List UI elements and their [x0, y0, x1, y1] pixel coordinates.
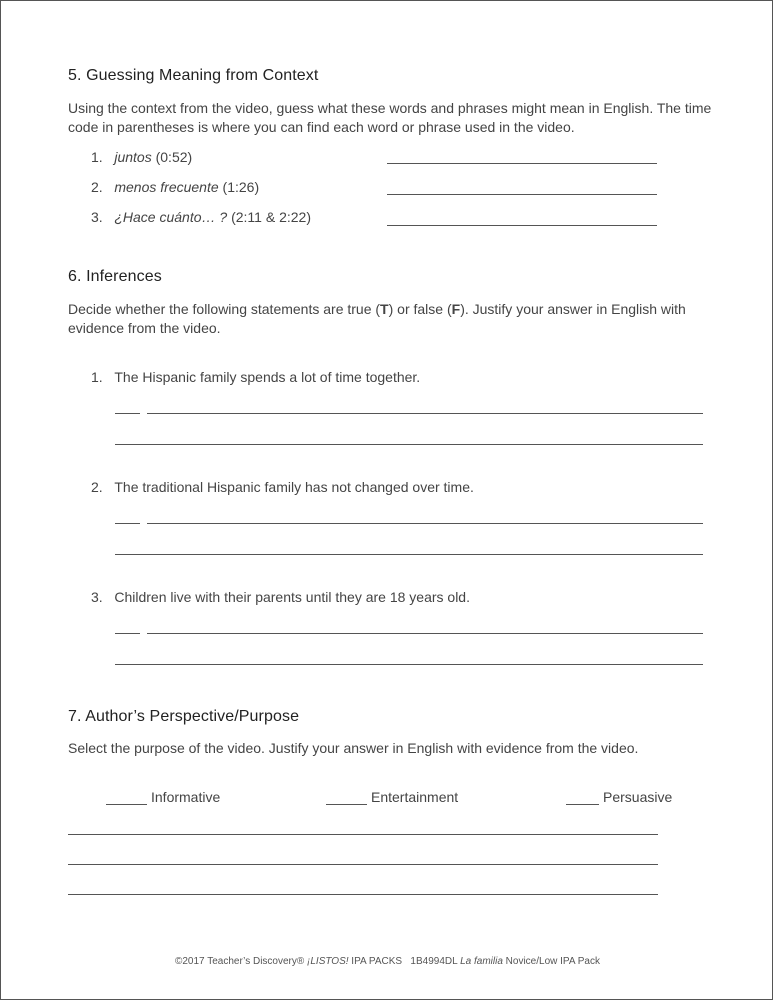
item-number: 1. [91, 369, 103, 385]
s7-justify-line-3[interactable] [68, 894, 658, 895]
s6-statement2 [91, 479, 474, 495]
item-term: juntos [114, 149, 152, 165]
s6-tf-blank-3[interactable] [115, 633, 140, 634]
item-time: (0:52) [151, 149, 193, 165]
s7-justify-line-1[interactable] [68, 834, 658, 835]
true-letter: T [380, 301, 389, 317]
item-term: ¿Hace cuánto… ? [114, 209, 228, 225]
item-time: (2:11 & 2:22) [227, 209, 311, 225]
option-blank-entertainment[interactable] [326, 804, 367, 805]
item-number: 1. [91, 149, 103, 165]
s5-item3 [91, 209, 311, 225]
item-number: 2. [91, 479, 103, 495]
intro-text-c: ). Justify your answer in English with evidence from the video. [68, 301, 686, 336]
footer-title: La familia [460, 956, 503, 967]
s6-tf-blank-2[interactable] [115, 523, 140, 524]
s5-answer-line-2[interactable] [387, 194, 657, 195]
item-number: 3. [91, 589, 103, 605]
s5-answer-line-1[interactable] [387, 163, 657, 164]
s7-justify-line-2[interactable] [68, 864, 658, 865]
footer-level: Novice/Low IPA Pack [502, 956, 600, 967]
option-informative: Informative [151, 789, 221, 805]
item-time: (1:26) [218, 179, 260, 195]
section7-intro: Select the purpose of the video. Justify your answer in English with evidence from the video. [68, 740, 639, 756]
s5-item1 [91, 149, 192, 165]
s5-answer-line-3[interactable] [387, 225, 657, 226]
false-letter: F [451, 301, 461, 317]
option-persuasive: Persuasive [603, 789, 673, 805]
s6-justify-line-3a[interactable] [147, 633, 703, 634]
statement-text: Children live with their parents until they are 18 years old. [114, 589, 470, 605]
item-number: 2. [91, 179, 103, 195]
option-entertainment: Entertainment [371, 789, 459, 805]
s6-justify-line-1a[interactable] [147, 413, 703, 414]
s5-item2 [91, 179, 259, 195]
option-blank-informative[interactable] [106, 804, 147, 805]
section5-intro: Using the context from the video, guess what these words and phrases might mean in English. The time code in parentheses is where you can find each word or phrase used in the video. [68, 100, 712, 135]
s6-justify-line-3b[interactable] [115, 664, 703, 665]
statement-text: The traditional Hispanic family has not changed over time. [114, 479, 474, 495]
intro-text-b: ) or false ( [388, 301, 452, 317]
statement-text: The Hispanic family spends a lot of time together. [114, 369, 421, 385]
item-term: menos frecuente [114, 179, 219, 195]
s6-justify-line-2b[interactable] [115, 554, 703, 555]
section7-heading: 7. Author’s Perspective/Purpose [68, 708, 300, 725]
s6-statement3 [91, 589, 470, 605]
section5-heading: 5. Guessing Meaning from Context [68, 67, 319, 84]
footer-copyright: ©2017 Teacher’s Discovery® [175, 956, 308, 967]
intro-text-a: Decide whether the following statements are true ( [68, 301, 381, 317]
s6-tf-blank-1[interactable] [115, 413, 140, 414]
footer-series: ¡LISTOS! [307, 956, 349, 967]
item-number: 3. [91, 209, 103, 225]
footer-code: IPA PACKS 1B4994DL [348, 956, 461, 967]
option-blank-persuasive[interactable] [566, 804, 599, 805]
s6-justify-line-2a[interactable] [147, 523, 703, 524]
section6-heading: 6. Inferences [68, 268, 162, 285]
section6-intro [68, 300, 718, 338]
s6-statement1 [91, 369, 420, 385]
page-footer [1, 956, 773, 967]
s6-justify-line-1b[interactable] [115, 444, 703, 445]
